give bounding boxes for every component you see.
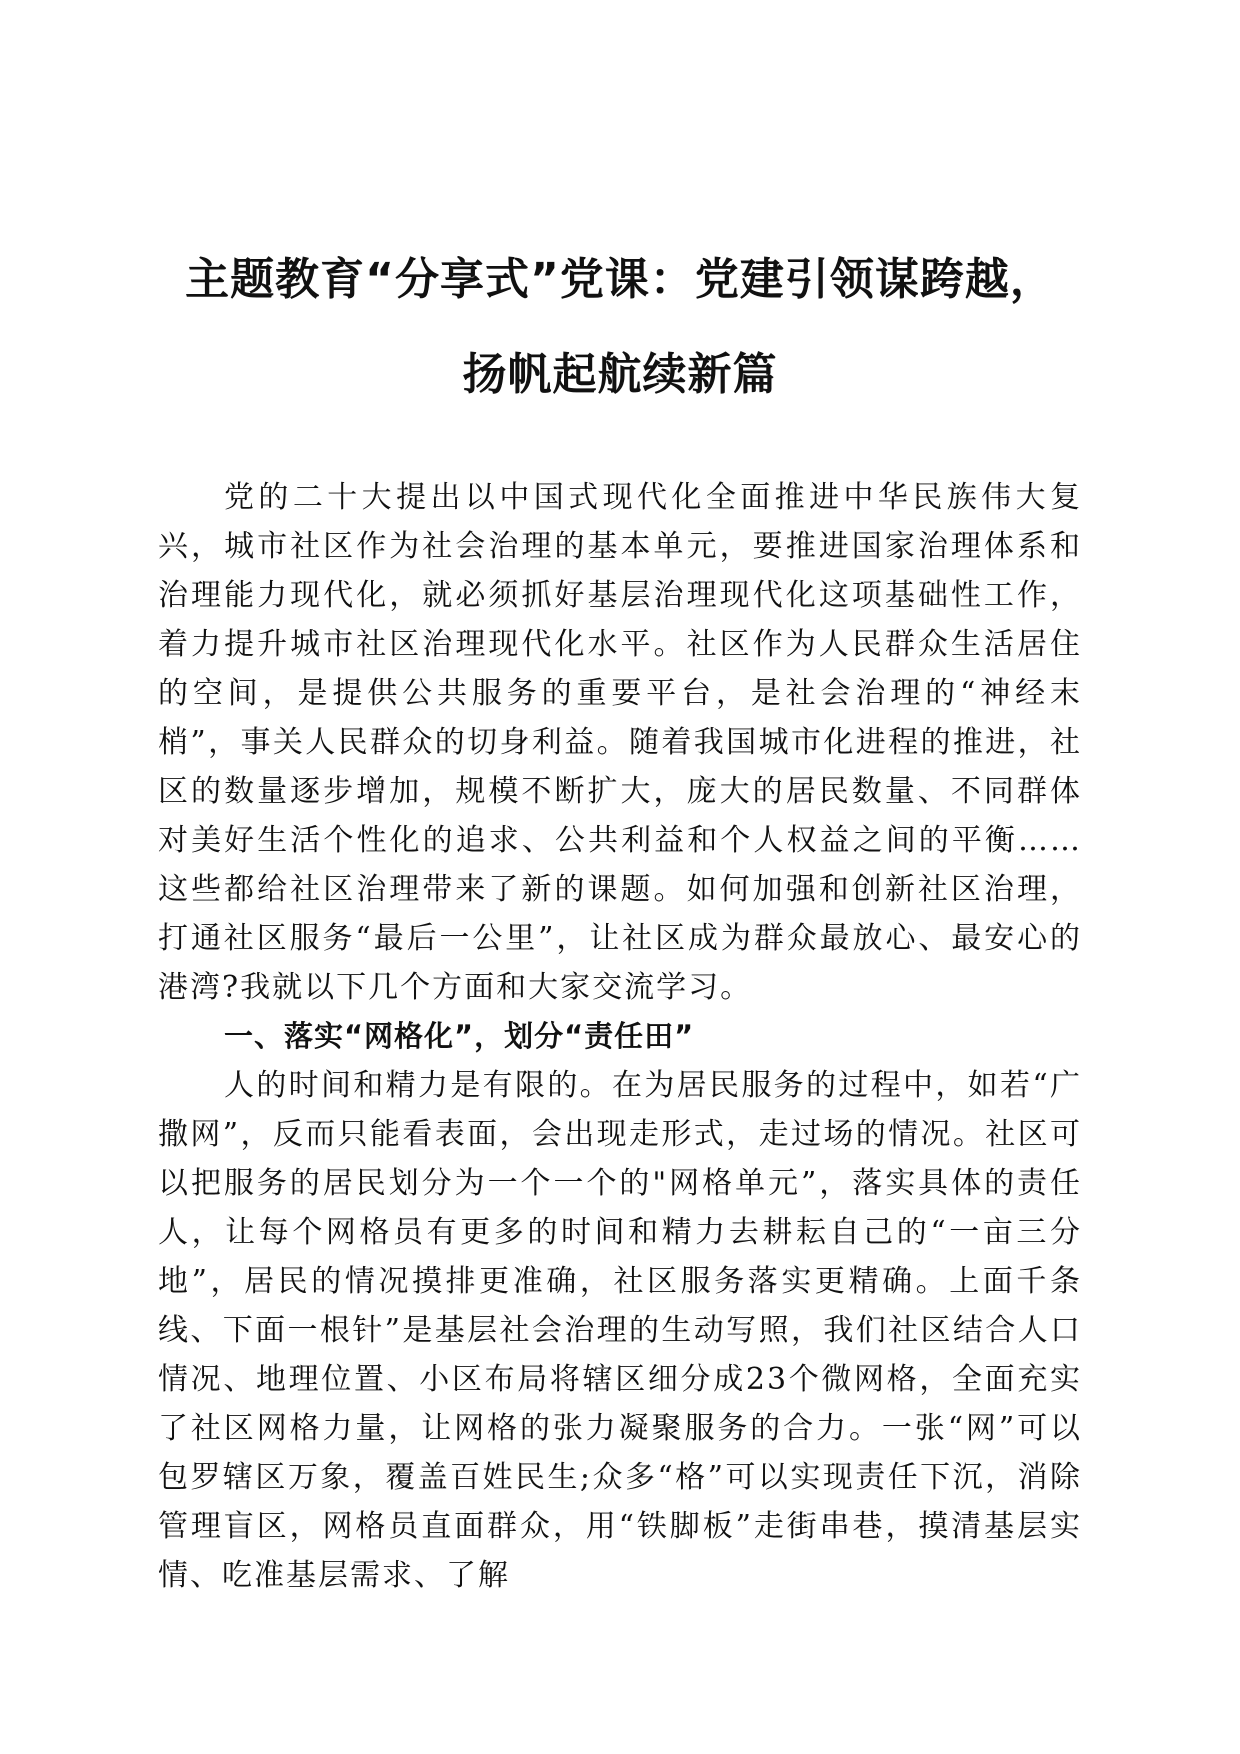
intro-paragraph: 党的二十大提出以中国式现代化全面推进中华民族伟大复兴，城市社区作为社会治理的基本单元，要推进国家治理体系和治理能力现代化，就必须抓好基层治理现代化这项基础性工作，着力提升城市社区治理现代化水平。社区作为人民群众生活居住的空间，是提供公共服务的重要平台，是社会治理的“神经末梢”，事关人民群众的切身利益。随着我国城市化进程的推进，社区的数量逐步增加，规模不断扩大，庞大的居民数量、不同群体对美好生活个性化的追求、公共利益和个人权益之间的平衡……这些都给社区治理带来了新的课题。如何加强和创新社区治理，打通社区服务“最后一公里”，让社区成为群众最放心、最安心的港湾?我就以下几个方面和大家交流学习。 bbox=[158, 480, 1082, 1005]
document-title-line-2: 扬帆起航续新篇 bbox=[462, 349, 778, 400]
document-body bbox=[158, 473, 1082, 1600]
section-heading-1: 一、落实“网格化”，划分“责任田” bbox=[224, 1019, 695, 1053]
document-title-line-1: 主题教育“分享式”党课：党建引领谋跨越， bbox=[185, 254, 1055, 305]
section-1-paragraph: 人的时间和精力是有限的。在为居民服务的过程中，如若“广撒网”，反而只能看表面，会出现走形式，走过场的情况。社区可以把服务的居民划分为一个一个的"网格单元”，落实具体的责任人，让每个网格员有更多的时间和精力去耕耘自己的“一亩三分地”，居民的情况摸排更准确，社区服务落实更精确。上面千条线、下面一根针”是基层社会治理的生动写照，我们社区结合人口情况、地理位置、小区布局将辖区细分成23个微网格，全面充实了社区网格力量，让网格的张力凝聚服务的合力。一张“网”可以包罗辖区万象，覆盖百姓民生;众多“格”可以实现责任下沉，消除管理盲区，网格员直面群众，用“铁脚板”走街串巷，摸清基层实情、吃准基层需求、了解 bbox=[158, 1068, 1082, 1593]
